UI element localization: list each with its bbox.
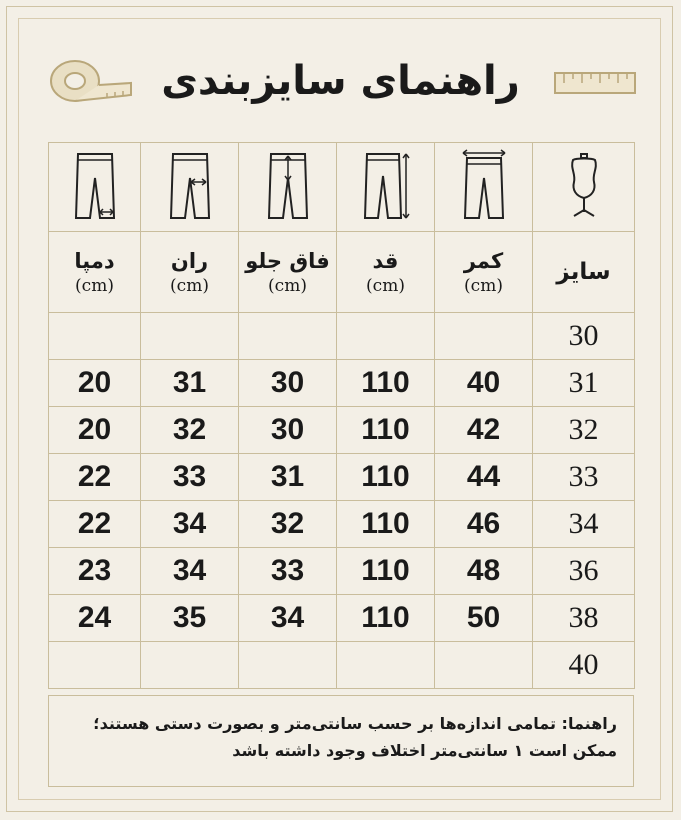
thigh-cell bbox=[141, 642, 239, 689]
waist-header: کمر (cm) bbox=[435, 232, 533, 313]
hem-cell bbox=[49, 642, 141, 689]
length-measure-icon bbox=[361, 148, 411, 222]
size-cell: 40 bbox=[533, 642, 635, 689]
page-title: راهنمای سایزبندی bbox=[161, 58, 520, 104]
length-cell: 110 bbox=[337, 360, 435, 407]
size-chart-table bbox=[48, 142, 635, 689]
rise-cell: 34 bbox=[239, 595, 337, 642]
hem-icon-cell bbox=[49, 143, 141, 232]
thigh-cell bbox=[141, 313, 239, 360]
waist-cell: 50 bbox=[435, 595, 533, 642]
waist-icon-cell bbox=[435, 143, 533, 232]
thigh-icon-cell bbox=[141, 143, 239, 232]
rise-cell: 30 bbox=[239, 407, 337, 454]
thigh-cell: 34 bbox=[141, 501, 239, 548]
hem-cell: 22 bbox=[49, 501, 141, 548]
hem-header: دمپا (cm) bbox=[49, 232, 141, 313]
size-cell: 38 bbox=[533, 595, 635, 642]
waist-cell: 42 bbox=[435, 407, 533, 454]
icon-row bbox=[49, 143, 635, 232]
length-cell bbox=[337, 313, 435, 360]
thigh-cell: 32 bbox=[141, 407, 239, 454]
table-row bbox=[49, 454, 635, 501]
rise-header: فاق جلو (cm) bbox=[239, 232, 337, 313]
length-cell: 110 bbox=[337, 407, 435, 454]
hem-cell: 20 bbox=[49, 360, 141, 407]
waist-cell: 48 bbox=[435, 548, 533, 595]
waist-cell bbox=[435, 642, 533, 689]
waist-cell: 44 bbox=[435, 454, 533, 501]
length-cell: 110 bbox=[337, 501, 435, 548]
hem-cell: 24 bbox=[49, 595, 141, 642]
waist-cell bbox=[435, 313, 533, 360]
table-row bbox=[49, 595, 635, 642]
length-cell bbox=[337, 642, 435, 689]
rise-cell bbox=[239, 313, 337, 360]
table-row bbox=[49, 313, 635, 360]
table-row bbox=[49, 548, 635, 595]
thigh-cell: 31 bbox=[141, 360, 239, 407]
size-cell: 33 bbox=[533, 454, 635, 501]
waist-cell: 40 bbox=[435, 360, 533, 407]
thigh-cell: 33 bbox=[141, 454, 239, 501]
size-cell: 34 bbox=[533, 501, 635, 548]
length-header: قد (cm) bbox=[337, 232, 435, 313]
thigh-measure-icon bbox=[165, 148, 215, 222]
rise-cell: 33 bbox=[239, 548, 337, 595]
hem-measure-icon bbox=[70, 148, 120, 222]
size-cell: 31 bbox=[533, 360, 635, 407]
length-icon-cell bbox=[337, 143, 435, 232]
size-header: سایز bbox=[533, 232, 635, 313]
header-row bbox=[49, 232, 635, 313]
hem-cell: 20 bbox=[49, 407, 141, 454]
thigh-cell: 35 bbox=[141, 595, 239, 642]
table-row bbox=[49, 407, 635, 454]
size-cell: 30 bbox=[533, 313, 635, 360]
table-row bbox=[49, 360, 635, 407]
size-cell: 36 bbox=[533, 548, 635, 595]
mannequin-cell bbox=[533, 143, 635, 232]
rise-cell bbox=[239, 642, 337, 689]
thigh-cell: 34 bbox=[141, 548, 239, 595]
waist-measure-icon bbox=[459, 148, 509, 222]
waist-cell: 46 bbox=[435, 501, 533, 548]
rise-cell: 31 bbox=[239, 454, 337, 501]
length-cell: 110 bbox=[337, 548, 435, 595]
mannequin-icon bbox=[564, 150, 604, 220]
hem-cell bbox=[49, 313, 141, 360]
length-cell: 110 bbox=[337, 454, 435, 501]
table-row bbox=[49, 501, 635, 548]
rise-cell: 30 bbox=[239, 360, 337, 407]
rise-cell: 32 bbox=[239, 501, 337, 548]
guide-note: راهنما: تمامی اندازه‌ها بر حسب سانتی‌متر و بصورت دستی هستند؛ممکن است ۱ سانتی‌متر اختلاف وجود داشته باشد bbox=[48, 695, 634, 787]
thigh-header: ران (cm) bbox=[141, 232, 239, 313]
table-row bbox=[49, 642, 635, 689]
hem-cell: 22 bbox=[49, 454, 141, 501]
length-cell: 110 bbox=[337, 595, 435, 642]
front-rise-measure-icon bbox=[263, 148, 313, 222]
hem-cell: 23 bbox=[49, 548, 141, 595]
rise-icon-cell bbox=[239, 143, 337, 232]
size-cell: 32 bbox=[533, 407, 635, 454]
